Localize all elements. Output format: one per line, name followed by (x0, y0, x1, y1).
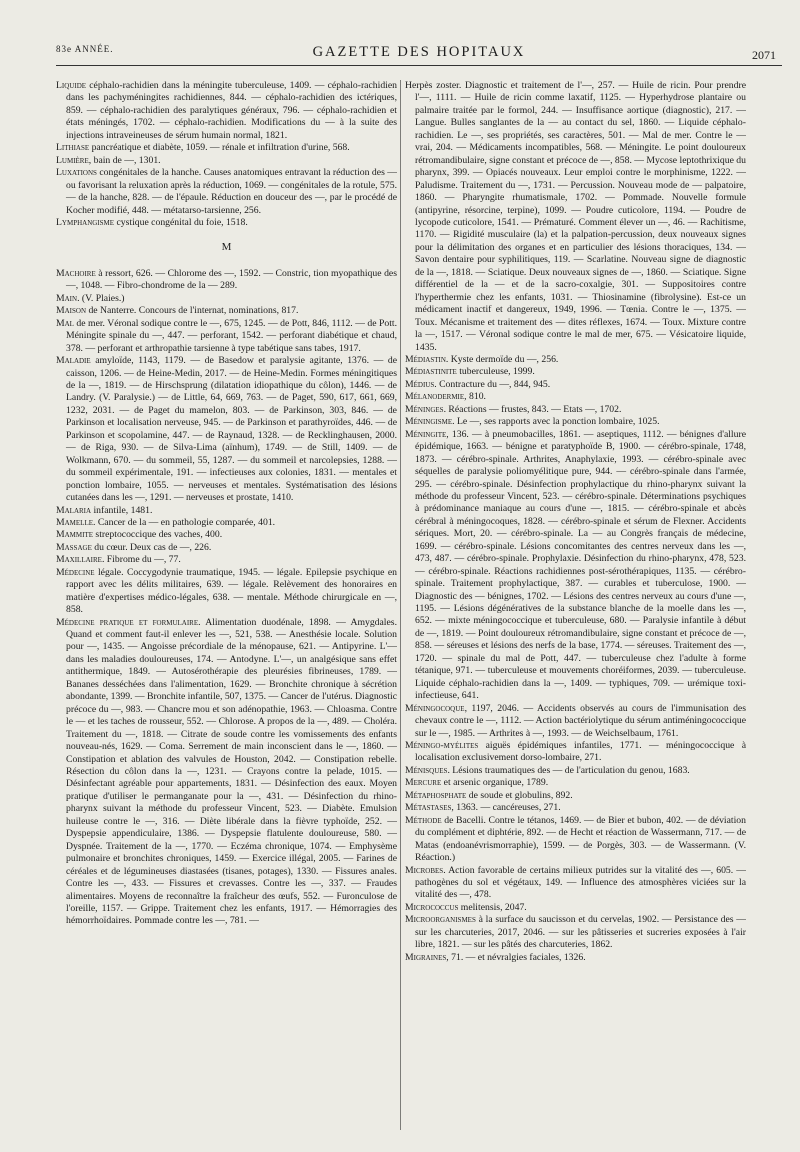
index-keyword: Médius (405, 378, 435, 390)
index-entry (405, 902, 746, 914)
index-keyword: Mercure (405, 777, 442, 789)
index-text: du cœur. Deux cas de —, 226. (91, 541, 212, 553)
index-keyword: Ménisques (405, 764, 448, 776)
index-text: infantile, 1481. (91, 504, 153, 516)
index-text: , bain de —, 1301. (88, 154, 161, 166)
journal-title: GAZETTE DES HOPITAUX (312, 44, 526, 60)
index-keyword: Médecine (56, 566, 95, 578)
index-keyword: Luxations (56, 167, 97, 179)
index-entry (56, 217, 397, 229)
index-keyword: Médiastinite (405, 366, 457, 378)
column-divider (400, 80, 401, 1130)
index-entry (405, 777, 746, 789)
index-entry (405, 865, 746, 902)
index-entry (56, 617, 397, 928)
index-entry (56, 318, 397, 355)
index-text: de Nanterre. Concours de l'internat, nominations, 817. (86, 305, 299, 317)
index-text: de soude et globulins, 892. (466, 789, 573, 801)
index-entry (405, 815, 746, 865)
index-text: congénitales de la hanche. Causes anatomiques entravant la réduction des — ou favorisant la reluxation après la réduction, 1069. — congénitales de la rotule, 575. — de la hanche, 828. — de l'épaule. Réduction en douceur des —, par le procédé de Kocher modifié, 448. — métatarso-tarsienne, 256. (66, 167, 397, 216)
index-text: aiguës épidémiques infantiles, 1771. — méningococcique à localisation exclusivement dorso-lombaire, 271. (415, 740, 746, 764)
page-header (56, 0, 782, 60)
index-entry (405, 391, 746, 403)
index-entry (405, 914, 746, 951)
index-text: à ressort, 626. — Chlorome des —, 1592. — Constric, tion myopathique des —, 1048. — Fibro-chondrome de la — 289. (66, 267, 397, 292)
index-entry (56, 517, 397, 529)
index-entry (56, 529, 397, 541)
index-keyword: Méninges (405, 403, 444, 415)
index-text: . Réactions — frustes, 843. — Etats —, 1702. (443, 403, 622, 415)
section-letter: M (221, 241, 232, 254)
index-text: , 1363. — cancéreuses, 271. (451, 802, 561, 814)
index-text: , 71. — et névralgies faciales, 1326. (446, 951, 586, 963)
index-entry (56, 167, 397, 217)
index-text: , 1197, 2046. — Accidents observés au cours de l'immunisation des chevaux contre le —, 1112. — Action bactériolytique du sérum antiméningococcique sur le —, 1985. — Arthrites à —, 1993. — de Weichselbaum, 1761. (415, 702, 746, 739)
index-text: . Alimentation duodénale, 1898. — Amygdales. Quand et comment faut-il enlever les —, 521, 538. — Anesthésie locale. Solution pour —, 1435. — Angoisse précordiale de la ménopause, 621. — Antipyrine. L'— dans les maladies douloureuses, 174. — Antodyne. L'—, un analgésique sans effet antithermique, 1849. — Autosérothérapie des pleurésies fibrineuses, 1789. — Bananes desséchées dans l'alimentation, 1629. — Bronchite chronique à sécrétion abondante, 1399. — Bronchite infantile, 507, 1375. — Cancer de l'utérus. Diagnostic précoce du —, 983. — Chancre mou et son adénopathie, 1963. — Chloasma. Contre le — et les taches de rousseur, 552. — Chlorose. A propos de la —, 489. — Choléra. Traitement du —, 1818. — Citrate de soude contre les vomissements des enfants nouveau-nés, 1629. — Coma. Serrement de main inconscient dans le —, 1860. — Constipation et ablation des valvules de Houston, 2042. — Constipation rebelle. Résection du côlon dans la —, 1231. — Crayons contre la pelade, 1015. — Désinfectant agréable pour appartements, 1831. — Désinfection des eaux. Moyen pratique d'utiliser le permanganate pour la —, 431. — Désinfection du rhino-pharynx suivant la méthode du professeur Vincent, 523. — Diabète. Emulsion huileuse contre le —, 316. — Diète libérale dans la fièvre typhoïde, 252. — Dyspepsie appendiculaire, 1386. — Dyspepsie flatulente douloureuse, 580. — Dyspnée. Traitement de la —, 1770. — Eczéma chronique, 1074. — Emphysème pulmonaire et bronchites chroniques, 1459. — Exercice illégal, 2005. — Farines de céréales et de légumineuses diastasées (tisanes, potages), 1330. — Fissures anales. Contre les —, 433. — Fissures et crevasses. Contre les —, 337. — Fraudes alimentaires. Moyens de reconnaître la fraîcheur des œufs, 552. — Furonculose de l'oreille, 1157. — Grippe. Traitement chez les enfants, 1917. — Hémorragies des hémorrhoïdaires. Pommade contre les —, 781. — (66, 616, 397, 927)
index-keyword: Mammite (56, 529, 93, 541)
index-entry (405, 740, 746, 765)
index-text: . Le —, ses rapports avec la ponction lombaire, 1025. (452, 416, 660, 428)
index-text: et arsenic organique, 1789. (441, 777, 549, 789)
index-keyword: Lumière (56, 154, 89, 166)
index-keyword: Méningocoque (405, 702, 465, 714)
index-keyword: Mal (56, 317, 74, 329)
index-text: à la surface du saucisson et du cervelas, 1902. — Persistance des — sur les charcuteries, 2017, 2046. — sur les pâtisseries et sucreries exposées à l'air libre, 1821. — sur les pâtés des charcuteries, 1862. (415, 914, 746, 951)
index-text: . Contracture du —, 844, 945. (434, 378, 551, 390)
index-keyword: Méningo-myélites (405, 740, 479, 752)
index-entry (56, 80, 397, 142)
index-text: . (V. Plaies.) (77, 292, 125, 304)
index-entry (405, 80, 746, 354)
index-entry (405, 703, 746, 740)
index-keyword: Médecine pratique et formulaire (56, 616, 199, 628)
index-keyword: Métastases (405, 802, 452, 814)
page-number: 2071 (752, 48, 776, 62)
index-text: tuberculeuse, 1999. (456, 366, 535, 378)
header-rule (56, 65, 782, 66)
index-text: streptococcique des vaches, 400. (93, 529, 223, 541)
index-entry (405, 416, 746, 428)
index-text: . Fibrome du —, 77. (101, 554, 181, 566)
index-text: . Lésions traumatiques des — de l'articulation du genou, 1683. (447, 764, 690, 776)
right-column (405, 80, 746, 964)
index-entry (56, 355, 397, 504)
index-keyword: Mamelle (56, 516, 93, 528)
index-keyword: Méningite (405, 428, 447, 440)
index-text: légale. Coccygodynie traumatique, 1945. — légale. Epilepsie psychique en rapport avec les délits militaires, 639. — légale. Relèvement des honoraires en matière d'expertises médico-légales, 638. — mentale. Méthode chirurgicale en —, 858. (66, 566, 397, 616)
index-entry (405, 379, 746, 391)
index-entry (56, 554, 397, 566)
index-keyword: Maxillaire (56, 554, 102, 566)
index-text: . Kyste dermoïde du —, 256. (445, 353, 559, 365)
index-entry (56, 305, 397, 317)
index-keyword: Migraines (405, 951, 447, 963)
index-keyword: Lithiase (56, 142, 90, 154)
index-keyword: Mélanodermie (405, 391, 465, 403)
year-label: 83e ANNÉE. (56, 44, 114, 54)
index-keyword: Microbes (405, 864, 444, 876)
index-keyword: Méningisme (405, 416, 453, 428)
index-entry (56, 293, 397, 305)
index-entry (405, 429, 746, 703)
index-keyword: Métaphosphate (405, 789, 467, 801)
index-entry (56, 268, 397, 293)
index-keyword: Main (56, 292, 78, 304)
index-text: pancréatique et diabète, 1059. — rénale et infiltration d'urine, 568. (89, 142, 350, 154)
index-keyword: Maison (56, 305, 87, 317)
index-entry (405, 765, 746, 777)
index-keyword: Maladie (56, 355, 91, 367)
index-entry (56, 542, 397, 554)
index-keyword: Micrococcus (405, 901, 459, 913)
index-keyword: Lymphangisme (56, 216, 115, 228)
index-keyword: Méthode (405, 814, 442, 826)
index-keyword: Massage (56, 541, 92, 553)
index-text: céphalo-rachidien dans la méningite tuberculeuse, 1409. — céphalo-rachidien dans les pachyméningites rachidiennes, 844. — céphalo-rachidien des ictériques, 859. — céphalo-rachidien des paralytiques généraux, 796. — céphalo-rachidien et états méningés, 1702. — céphalo-rachidien. Modifications du — à la suite des injections intraveineuses de sérum humain normal, 1821. (66, 80, 397, 141)
index-entry (405, 952, 746, 964)
index-columns (56, 80, 782, 1152)
index-entry (405, 790, 746, 802)
index-text: Herpès zoster. Diagnostic et traitement de l'—, 257. — Huile de ricin. Pour prendre l'—, 1111. — Huile de ricin comme laxatif, 1125. — Hyperhydrose plantaire ou palmaire traitée par le formol, 244. — Insuffisance aortique (diagnostic), 217. — Langue. Bulles sanglantes de la — au contact du sel, 1860. — Liquide céphalo-rachidien. Le —, ses propriétés, ses caractères, 501. — Mal de mer. Contre le — vrai, 204. — Médicaments incompatibles, 568. — Méningite. Le point douloureux rétromandibulaire, signe constant et précoce de —, 858. — Mycose leptothrixique du pharynx, 399. — Opiacés nouveaux. Leur emploi contre le morphinisme, 1222. — Paludisme. Traitement du —, 1731. — Percussion. Nouveau mode de — palpatoire, 1860. — Pharyngite rhumatismale, 1702. — Pommade. Nouvelle formule (antipyrine, résorcine, terpine), 1099. — Poudre cuticolore, 1194. — Poudre de lycopode cuticolore, 1541. — Prématuré. Comment élever un —, 46. — Rachitisme, 1170. — Rigidité musculaire (la) et la palpation-percussion, deux nouveaux signes pour la délimitation des organes et en particulier des lésions thoraciques, 134. — Savon dentaire pour syphilitiques, 119. — Scarlatine. Nouveau signe de diagnostic de la —, 1818. — Sciatique. Deux nouveaux signes de —, 1860. — Sciatique. Signe différentiel de la — et de la sacro-coxalgie, 301. — Suppositoires contre l'hyperthermie chez les enfants, 1031. — Thiosinamine (fibrolysine). Est-ce un médicament inactif et dangereux, 1949, 1996. — Tœnia. Contre le —, 1375. — Toux. Mécanisme et traitement des — dites réflexes, 1674. — Toux. Mixture contre la —, 1517. — Véronal sodique contre le mal de mer, 675. — Vésicatoire liquide, 1435. (405, 80, 746, 353)
index-text: cystique congénital du foie, 1518. (114, 216, 248, 228)
index-entry (405, 366, 746, 378)
index-keyword: Liquide (56, 80, 87, 91)
index-keyword: Médiastin (405, 353, 446, 365)
index-text: . Cancer de la — en pathologie comparée, 401. (93, 516, 276, 528)
index-text: de Bacelli. Contre le tétanos, 1469. — de Bier et bubon, 402. — de déviation du complément et diphtérie, 892. — de Hecht et réaction de Wassermann, 717. — de Matas (endoanévrismorraphie), 1599. — de Porgès, 303. — de Wassermann. (V. Réaction.) (415, 814, 746, 864)
index-text: , 136. — à pneumobacilles, 1861. — aseptiques, 1112. — bénignes d'allure épidémique, 1663. — bénigne et paratyphoïde B, 1900. — cérébro-spinale, 1748, 1873. — cérébro-spinale. Arthrites, Anaphylaxie, 1993. — cérébro-spinale avec séquelles de paralysie poliomyélitique pure, 944. — cérébro-spinale dans l'armée, 295. — cérébro-spinale. Désinfection prophylactique du rhino-pharynx suivant la méthode du professeur Vincent, 523. — cérébro-spinale. Déterminations psychiques à prédominance maniaque au cours d'une —, 1815. — cérébro-spinale et abcès cérébral à méningocoques, 1828. — cérébro-spinale et sérum de Flexner. Accidents sériques. Mort, 20. — cérébro-spinale. La — au Congrès français de médecine, 1699. — cérébro-spinale. Lésions concomitantes des centres nerveux dans les —, 473, 487. — cérébro-spinale. Prophylaxie. Désinfection du rhino-pharynx, 478, 523. — cérébro-spinale. Réactions rachidiennes post-sérothérapiques, 1135. — cérébro-spinale. Traitement prophylactique, 387. — curables et tuberculose, 1900. — Diagnostic des — bénignes, 1702. — Lésions des centres nerveux au cours d'une —, 1195. — Lésions dégénératives de la substance blanche de la moelle dans les —, 652. — mixte méningococcique et tuberculeuse, 680. — Paralysie infantile à début de —, 1819. — Point douloureux rétromandibulaire, signe constant et précoce de —, 858. — séreuses et lésions des nerfs de la base, 1774. — séreuses. Traitement des —, 1720. — spinale du mal de Pott, 447. — tuberculeuse chez l'adulte à forme tétanique, 971. — tuberculeuse et mouvements choréiformes, 2039. — tuberculeuse. Liquide céphalo-rachidien dans la —, 1409. — typhiques, 709. — urémique toxi-infectieuse, 641. (415, 428, 746, 702)
index-entry (56, 155, 397, 167)
index-entry (56, 567, 397, 617)
index-entry (56, 142, 397, 154)
index-text: . Action favorable de certains milieux putrides sur la vitalité des —, 605. — pathogènes du sol et végétaux, 149. — Influence des atmosphères viciées sur la vitalité des —, 478. (415, 864, 746, 901)
index-keyword: Malaria (56, 504, 92, 516)
index-text: , 810. (464, 391, 486, 403)
index-text: melitensis, 2047. (458, 901, 527, 913)
index-entry (405, 354, 746, 366)
index-entry (56, 505, 397, 517)
index-text: amyloïde, 1143, 1179. — de Basedow et paralysie agitante, 1376. — de caisson, 1206. — de Heine-Medin, 2017. — de Heine-Medin. Formes méningitiques de la —, 1819. — de Hirschsprung (dilatation idiopathique du côlon), 1446. — de Landry. (V. Paralysie.) — de Little, 64, 669, 763. — de Paget, 590, 617, 661, 669, 1232, 2031. — de Paget du mamelon, 803. — de Parkinson, 303, 846. — de Parkinson et localisation nerveuse, 945. — de Parkinson et parathyroïdes, 446. — de Parkinson et scopolamine, 447. — de Raynaud, 1328. — de Recklinghausen, 2000. — de Riga, 930. — de Silva-Lima (aïnhum), 1749. — de Still, 1409. — de Wolkmann, 670. — du sommeil, 55, 1287. — du sommeil et narcolepsies, 1288. — du sommeil expérimentale, 191. — infectieuses aux colonies, 1831. — mentales et ponction lombaire, 1055. — nerveuses et mentales. Systématisation des lésions cutanées dans les —, 1291. — nerveuses et prostate, 1410. (66, 355, 397, 504)
index-keyword: Microorganismes (405, 914, 476, 926)
left-column (56, 80, 397, 928)
index-keyword: Machoire (56, 267, 96, 279)
index-entry (405, 802, 746, 814)
index-entry (405, 404, 746, 416)
index-text: de mer. Véronal sodique contre le —, 675, 1245. — de Pott, 846, 1112. — de Pott. Méningite spinale du —, 447. — perforant, 1542. — perforant diabétique et chaud, 378. — perforant et arthropathie tarsienne à type tabétique sans tabes, 1917. (66, 317, 397, 354)
